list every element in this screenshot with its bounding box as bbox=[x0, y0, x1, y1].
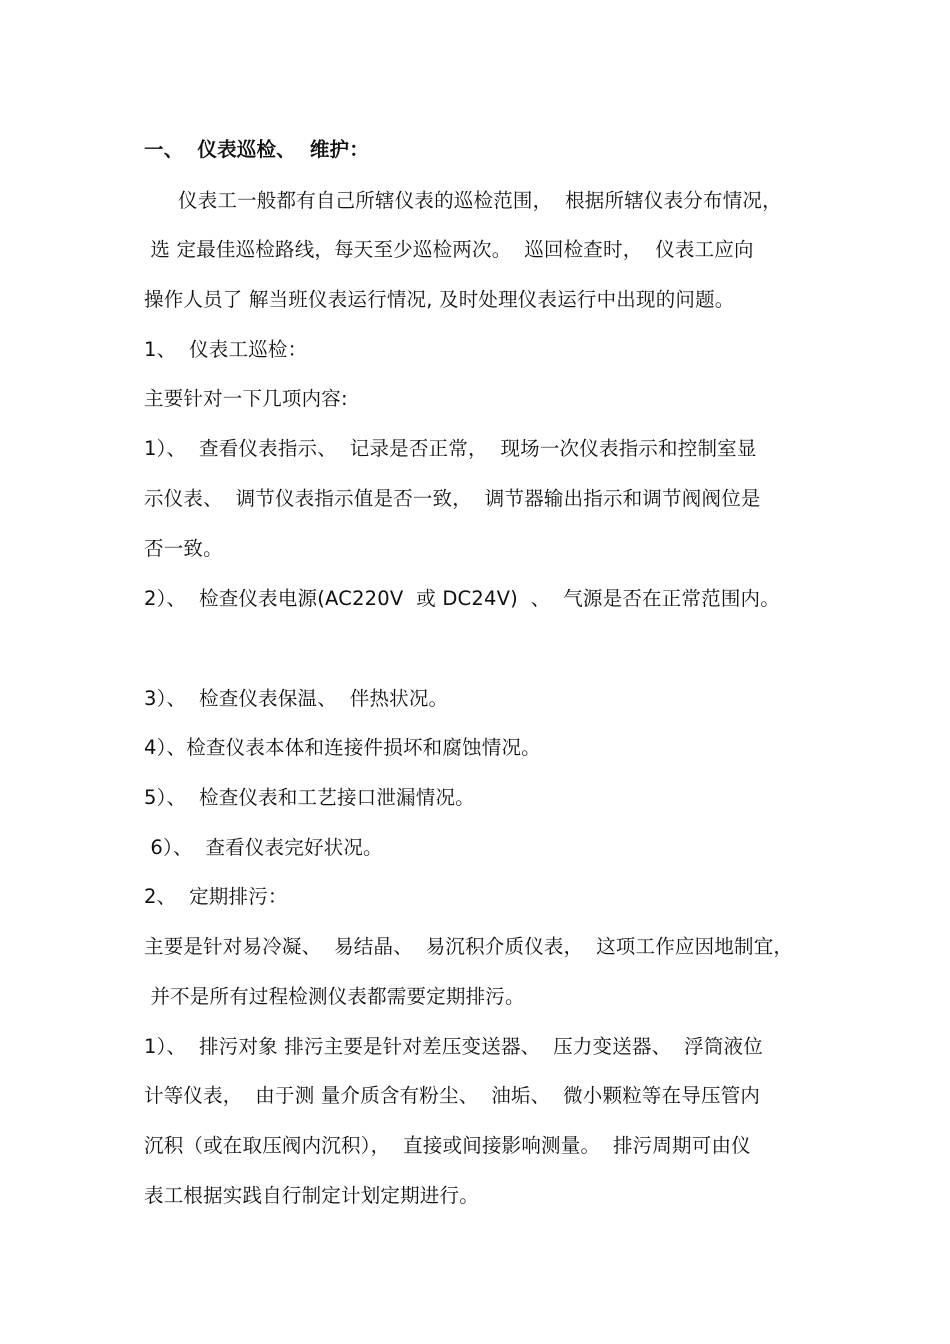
list-item-continuation: 否一致。 bbox=[144, 537, 223, 560]
list-item: 1）、 查看仪表指示、 记录是否正常， 现场一次仪表指示和控制室显 bbox=[144, 437, 757, 460]
paragraph-line: 操作人员了 解当班仪表运行情况, 及时处理仪表运行中出现的问题。 bbox=[144, 288, 735, 311]
section-heading: 一、 仪表巡检、 维护： bbox=[144, 138, 369, 161]
list-item: 1）、 排污对象 排污主要是针对差压变送器、 压力变送器、 浮筒液位 bbox=[144, 1035, 763, 1058]
list-item: 2）、 检查仪表电源(AC220V 或 DC24V) 、 气源是否在正常范围内。 bbox=[144, 587, 780, 610]
list-item-continuation: 沉积（或在取压阀内沉积）， 直接或间接影响测量。 排污周期可由仪 bbox=[144, 1134, 751, 1157]
list-item: 5）、 检查仪表和工艺接口泄漏情况。 bbox=[144, 786, 475, 809]
list-item-continuation: 示仪表、 调节仪表指示值是否一致， 调节器输出指示和调节阀阀位是 bbox=[144, 487, 761, 510]
list-item: 6）、 查看仪表完好状况。 bbox=[144, 836, 383, 859]
list-item: 4）、检查仪表本体和连接件损坏和腐蚀情况。 bbox=[144, 736, 541, 759]
list-item-continuation: 计等仪表， 由于测 量介质含有粉尘、 油垢、 微小颗粒等在导压管内 bbox=[144, 1084, 761, 1107]
subsection-heading: 2、 定期排污： bbox=[144, 885, 288, 908]
paragraph-line: 并不是所有过程检测仪表都需要定期排污。 bbox=[144, 985, 525, 1008]
list-item-continuation: 表工根据实践自行制定计划定期进行。 bbox=[144, 1184, 479, 1207]
paragraph-line: 主要是针对易冷凝、 易结晶、 易沉积介质仪表， 这项工作应因地制宜， bbox=[144, 935, 794, 958]
paragraph-line: 选 定最佳巡检路线，每天至少巡检两次。 巡回检查时， 仪表工应向 bbox=[144, 238, 754, 261]
paragraph-line: 仪表工一般都有自己所辖仪表的巡检范围， 根据所辖仪表分布情况， bbox=[178, 189, 782, 212]
paragraph-line: 主要针对一下几项内容: bbox=[144, 387, 348, 410]
list-item: 3）、 检查仪表保温、 伴热状况。 bbox=[144, 687, 449, 710]
subsection-heading: 1、 仪表工巡检： bbox=[144, 338, 308, 361]
